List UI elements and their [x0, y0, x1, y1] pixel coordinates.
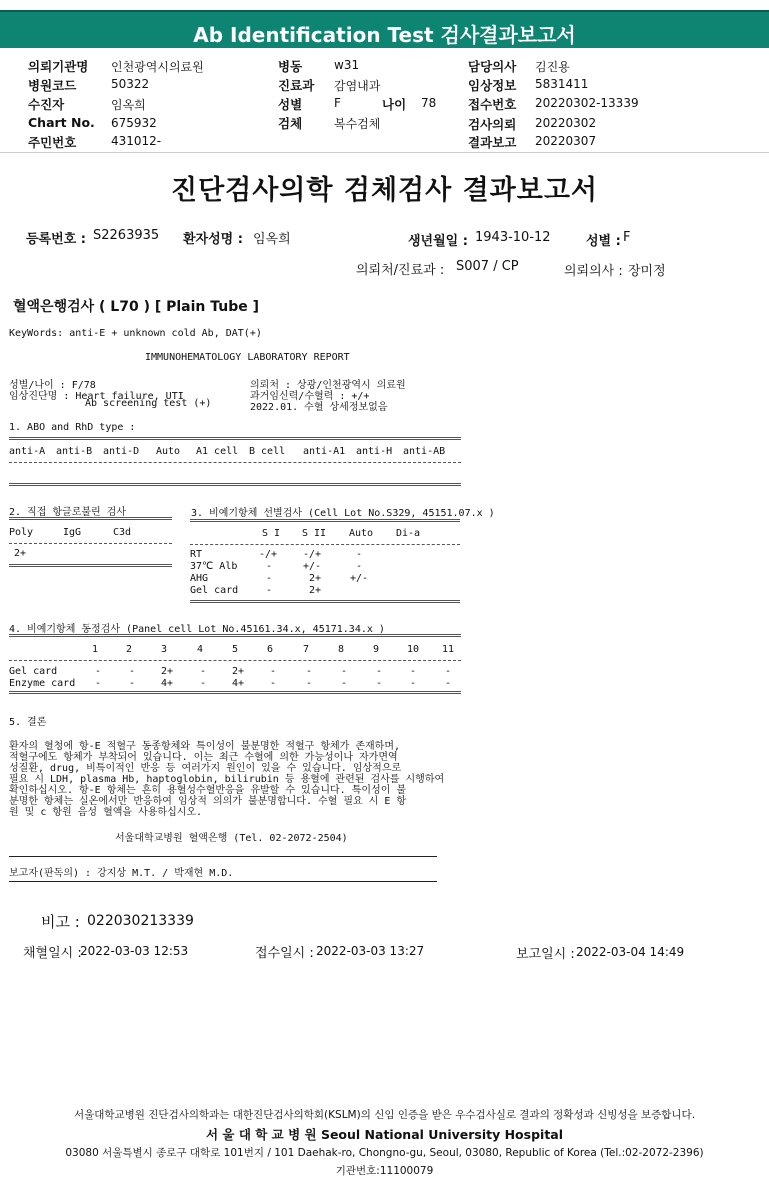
panel-col: 10	[407, 644, 420, 655]
rule	[9, 483, 461, 486]
hdr-value: 감염내과	[334, 79, 381, 93]
hdr-value: 인천광역시의료원	[111, 60, 204, 74]
reg-label: 등록번호 :	[26, 232, 86, 247]
abo-col: A1 cell	[196, 446, 239, 457]
hdr-label: 성별	[278, 97, 303, 112]
panel-row-label: Enzyme card	[9, 678, 76, 689]
panel-cell: -	[129, 666, 136, 677]
hdr-value: 20220307	[535, 134, 597, 148]
rule	[9, 564, 172, 567]
remark-label: 비고 :	[41, 913, 80, 931]
dob-label: 생년월일 :	[408, 234, 468, 249]
remark-value: 022030213339	[87, 913, 194, 929]
screen-row-label: RT	[190, 549, 203, 560]
conclusion-line: 환자의 혈청에 항-E 적혈구 동종항체와 특이성이 불분명한 적혈구 항체가 존재하며,	[9, 741, 401, 752]
age-label: 나이	[382, 97, 407, 112]
screen-row-label: Gel card	[190, 585, 239, 596]
conclusion-line: 필요 시 LDH, plasma Hb, haptoglobin, bilirubin 등 용혈에 관련된 검사를 시행하여	[9, 774, 445, 785]
screen-cell: -	[356, 549, 363, 560]
panel-cell: -	[129, 678, 136, 689]
screen-cell: +/-	[303, 561, 322, 572]
dept-label: 의뢰처/진료과 :	[356, 263, 445, 278]
panel-col: 2	[126, 644, 133, 655]
report-time: 2022-03-04 14:49	[576, 945, 685, 959]
panel-cell: -	[341, 666, 348, 677]
divider	[0, 152, 769, 153]
doctor-value: 장미정	[628, 264, 666, 279]
banner-title: Ab Identification Test 검사결과보고서	[193, 23, 576, 47]
panel-cell: 4+	[232, 678, 245, 689]
hdr-label: 병동	[278, 59, 303, 74]
lab-title: IMMUNOHEMATOLOGY LABORATORY REPORT	[145, 352, 350, 363]
panel-col: 6	[267, 644, 274, 655]
rule	[190, 519, 460, 522]
screen-cell: -	[266, 561, 273, 572]
panel-cell: -	[306, 678, 313, 689]
dat-title: 2. 직접 항글로불린 검사	[9, 507, 127, 518]
abo-col: B cell	[249, 446, 286, 457]
panel-col: 1	[92, 644, 99, 655]
doctor-label: 의뢰의사 :	[564, 264, 623, 279]
panel-cell: -	[410, 666, 417, 677]
receive-time-label: 접수일시 :	[255, 946, 314, 961]
report-time-label: 보고일시 :	[516, 947, 575, 962]
hdr-label: 주민번호	[28, 135, 77, 150]
screen-cell: -/+	[259, 549, 278, 560]
hdr-label: 수진자	[28, 97, 65, 112]
panel-cell: 2+	[232, 666, 245, 677]
dat-value: 2+	[14, 548, 27, 559]
cert-note: 서울대학교병원 진단검사의학과는 대한진단검사의학회(KSLM)의 신임 인증을 받은 우수검사실로 결과의 정확성과 신빙성을 보증합니다.	[73, 1109, 696, 1121]
panel-col: 4	[197, 644, 204, 655]
panel-cell: -	[341, 678, 348, 689]
panel-row-label: Gel card	[9, 666, 58, 677]
screen-col: Di-a	[396, 528, 421, 539]
panel-cell: -	[445, 678, 452, 689]
hospital-address: 03080 서울특별시 종로구 대학로 101번지 / 101 Daehak-ro, Chongno-gu, Seoul, 03080, Republic of Korea (Tel.:02-2072-2396)	[65, 1147, 704, 1159]
screen-row-label: AHG	[190, 573, 209, 584]
conclusion-line: 분명한 항체는 실온에서만 반응하여 임상적 의의가 불분명합니다. 수혈 필요 시 E 항	[9, 796, 407, 807]
screen-cell: 2+	[309, 585, 322, 596]
hdr-label: 접수번호	[468, 97, 517, 112]
sex-age: 성별/나이 : F/78	[9, 380, 96, 391]
hdr-label: 의뢰기관명	[28, 59, 89, 74]
panel-col: 5	[232, 644, 239, 655]
rule	[9, 660, 461, 661]
hdr-value: 431012-	[111, 134, 162, 148]
panel-cell: -	[200, 666, 207, 677]
panel-cell: 2+	[161, 666, 174, 677]
panel-col: 11	[442, 644, 455, 655]
reg-value: S2263935	[93, 228, 160, 243]
conclusion-line: 성질환, drug, 비특이적인 반응 등 여러가지 원인이 있을 수 있습니다. 임상적으로	[9, 763, 402, 774]
hdr-value: 김진용	[535, 60, 570, 74]
hdr-label: Chart No.	[28, 115, 95, 130]
rule	[9, 543, 172, 544]
screen-cell: 2+	[309, 573, 322, 584]
panel-cell: -	[270, 666, 277, 677]
receive-time: 2022-03-03 13:27	[316, 944, 425, 958]
panel-cell: -	[306, 666, 313, 677]
screen-cell: -	[356, 561, 363, 572]
reporter: 보고자(판독의) : 강지상 M.T. / 박재현 M.D.	[9, 868, 234, 879]
panel-col: 3	[161, 644, 168, 655]
hdr-value: 20220302	[535, 116, 597, 130]
abo-col: anti-B	[56, 446, 93, 457]
screen-row-label: 37℃ Alb	[190, 561, 238, 572]
diagnosis-2: Ab screening test (+)	[85, 398, 212, 409]
dept-value: S007 / CP	[456, 259, 519, 274]
dat-col: Poly	[9, 527, 34, 538]
abo-col: anti-A1	[303, 446, 346, 457]
hdr-label: 진료과	[278, 78, 315, 93]
panel-cell: -	[270, 678, 277, 689]
keywords: KeyWords: anti-E + unknown cold Ab, DAT(+)	[9, 328, 262, 339]
title-banner	[0, 10, 769, 48]
rule	[190, 600, 460, 603]
screen-col: S I	[262, 528, 281, 539]
dat-col: IgG	[63, 527, 82, 538]
hdr-value: F	[334, 96, 341, 110]
hdr-value: 5831411	[535, 77, 589, 91]
rule	[9, 691, 461, 694]
name-label: 환자성명 :	[183, 232, 243, 247]
blood-bank: 서울대학교병원 혈액은행 (Tel. 02-2072-2504)	[115, 833, 348, 844]
hdr-value: 20220302-13339	[535, 96, 639, 110]
screen-cell: -	[266, 573, 273, 584]
screen-col: S II	[302, 528, 327, 539]
hdr-label: 담당의사	[468, 59, 517, 74]
collect-time: 2022-03-03 12:53	[80, 944, 189, 958]
sex-value: F	[623, 230, 631, 245]
rule	[9, 856, 437, 857]
panel-cell: -	[95, 666, 102, 677]
hospital-name: 서 울 대 학 교 병 원 Seoul National University Hospital	[205, 1127, 564, 1142]
screen-col: Auto	[349, 528, 374, 539]
screen-title: 3. 비예기항체 선별검사 (Cell Lot No.S329, 45151.07.x )	[191, 508, 495, 519]
rule	[9, 462, 461, 463]
conclusion-line: 적혈구에도 항체가 부착되어 있습니다. 이는 최근 수혈에 의한 가능성이나 자가면역	[9, 752, 398, 763]
report-title: 진단검사의학 검체검사 결과보고서	[170, 175, 599, 206]
rule	[9, 437, 461, 440]
screen-cell: +/-	[350, 573, 369, 584]
panel-title: 4. 비예기항체 동정검사 (Panel cell Lot No.45161.34.x, 45171.34.x )	[9, 624, 385, 635]
section-title: 혈액은행검사 ( L70 ) [ Plain Tube ]	[13, 299, 260, 315]
diagnosis: 임상진단명 : Heart failure, UTI	[9, 391, 184, 402]
sex-label: 성별 :	[586, 234, 621, 249]
abo-col: anti-H	[356, 446, 393, 457]
abo-title: 1. ABO and RhD type :	[9, 422, 136, 433]
history: 과거임신력/수혈력 : +/+	[250, 391, 370, 402]
panel-cell: -	[410, 678, 417, 689]
rule	[9, 881, 437, 882]
conclusion-line: 확인하십시오. 항-E 항체는 흔히 용혈성수혈반응을 유발할 수 있습니다. 특이성이 불	[9, 785, 407, 796]
hdr-value: 50322	[111, 77, 150, 91]
panel-cell: -	[376, 666, 383, 677]
transfusion-note: 2022.01. 수혈 상세정보없음	[250, 402, 388, 413]
hdr-label: 임상정보	[468, 78, 517, 93]
hdr-value: 675932	[111, 116, 157, 130]
panel-cell: -	[200, 678, 207, 689]
panel-cell: -	[445, 666, 452, 677]
abo-col: Auto	[156, 446, 181, 457]
abo-col: anti-D	[103, 446, 140, 457]
panel-col: 7	[303, 644, 310, 655]
screen-cell: -/+	[303, 549, 322, 560]
dob-value: 1943-10-12	[475, 230, 551, 245]
panel-col: 8	[338, 644, 345, 655]
institution-number: 기관번호:11100079	[335, 1165, 434, 1177]
hdr-value: w31	[334, 58, 360, 72]
rule	[9, 634, 461, 637]
conclusion-line: 원 및 c 항원 음성 혈액을 사용하십시오.	[9, 807, 203, 818]
hdr-label: 검사의뢰	[468, 117, 517, 132]
hdr-value: 임옥희	[111, 98, 146, 112]
screen-cell: -	[266, 585, 273, 596]
rule	[9, 517, 172, 520]
requester: 의뢰처 : 상광/인천광역시 의료원	[250, 380, 406, 391]
name-value: 임옥희	[253, 232, 291, 247]
rule	[190, 544, 460, 545]
panel-cell: -	[95, 678, 102, 689]
age-value: 78	[421, 96, 437, 110]
hdr-value: 복수검체	[334, 117, 381, 131]
hdr-label: 병원코드	[28, 78, 77, 93]
hdr-label: 결과보고	[468, 135, 517, 150]
panel-cell: -	[376, 678, 383, 689]
collect-time-label: 채혈일시 :	[23, 946, 82, 961]
panel-col: 9	[373, 644, 380, 655]
hdr-label: 검체	[278, 116, 303, 131]
abo-col: anti-AB	[403, 446, 446, 457]
dat-col: C3d	[113, 527, 132, 538]
abo-col: anti-A	[9, 446, 46, 457]
panel-cell: 4+	[161, 678, 174, 689]
conclusion-title: 5. 결론	[9, 717, 47, 728]
